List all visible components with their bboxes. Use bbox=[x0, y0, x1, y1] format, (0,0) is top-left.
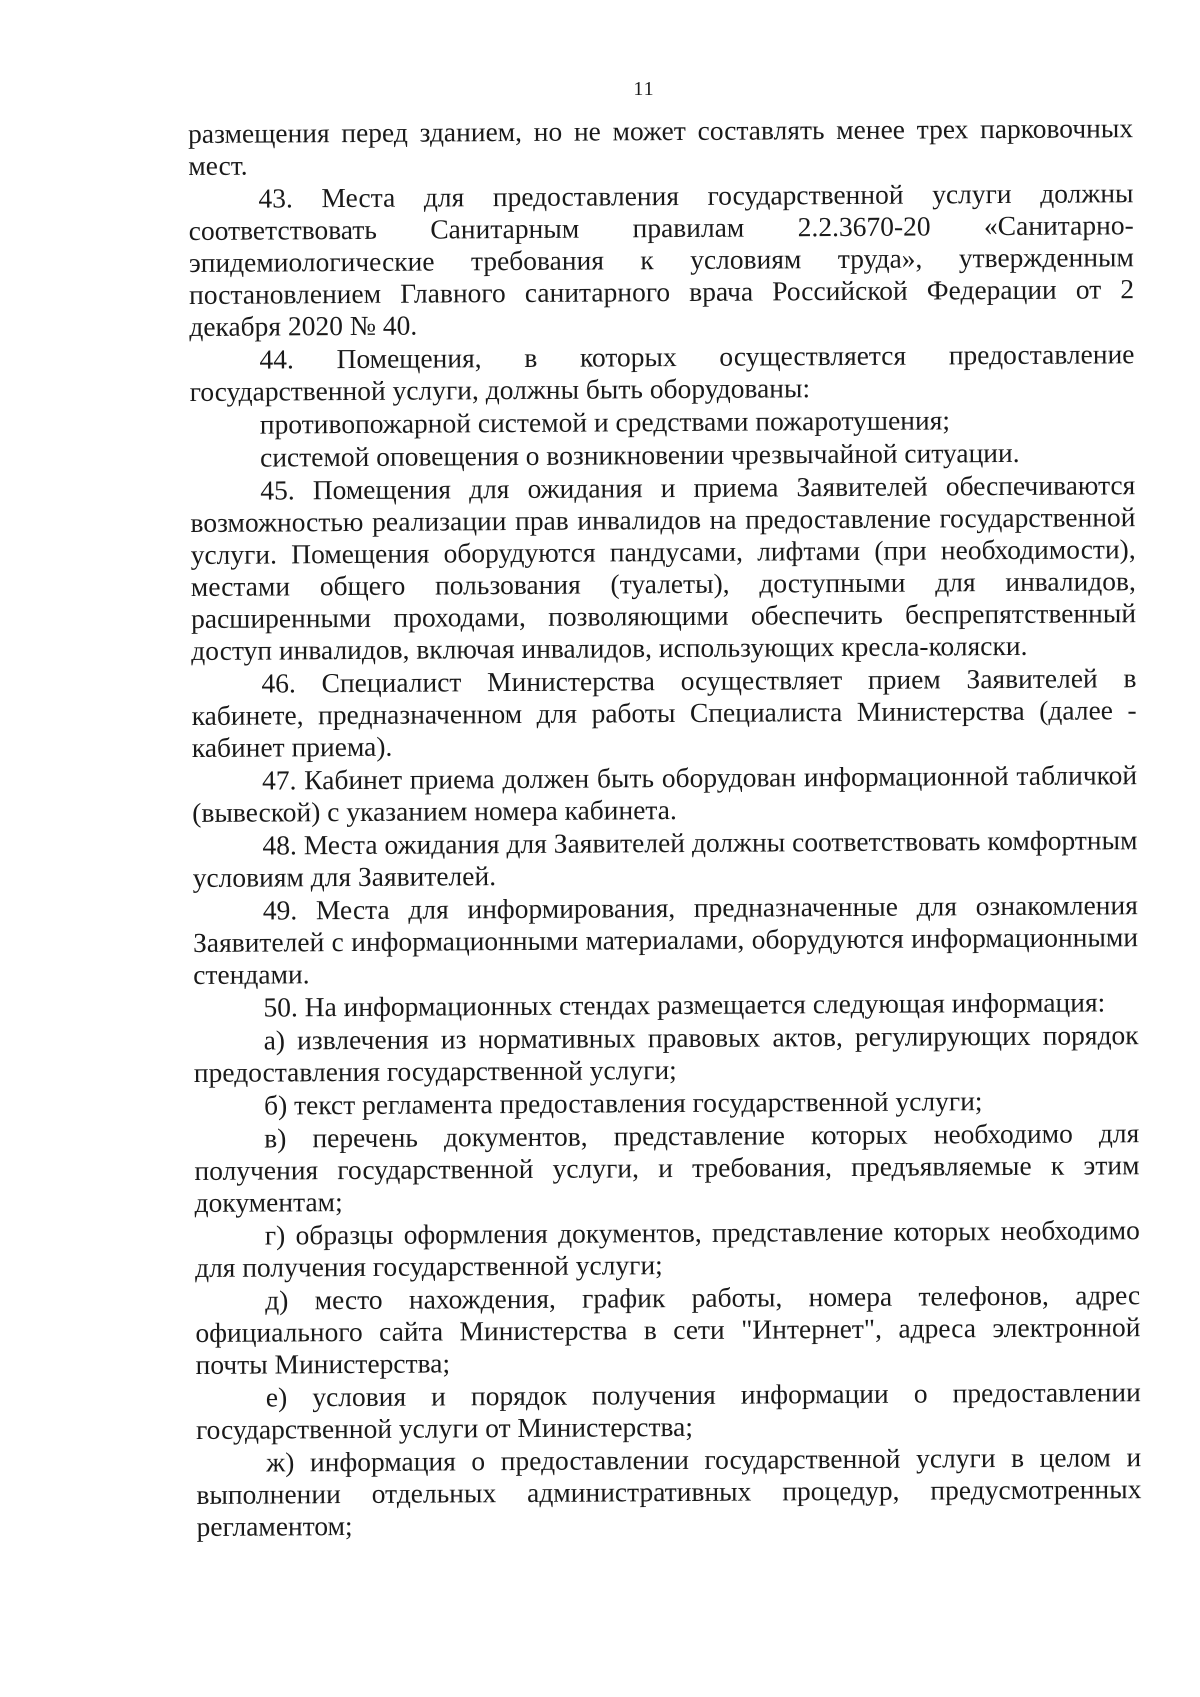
list-item-d: д) место нахождения, график работы, номера телефонов, адрес официального сайта Министерства в сети "Интернет", адреса электронной почты Министерства; bbox=[195, 1279, 1141, 1380]
list-item-v: в) перечень документов, представление которых необходимо для получения государственной услуги, и требования, предъявляемые к этим документам; bbox=[194, 1117, 1140, 1218]
document-body bbox=[188, 112, 1142, 1543]
paragraph-49: 49. Места для информирования, предназначенные для ознакомления Заявителей с информационными материалами, оборудуются информационными стендами. bbox=[192, 889, 1139, 990]
paragraph-48: 48. Места ожидания для Заявителей должны соответствовать комфортным условиям для Заявителей. bbox=[192, 824, 1138, 893]
list-item-zh: ж) информация о предоставлении государственной услуги в целом и выполнении отдельных административных процедур, предусмотренных регламентом; bbox=[196, 1441, 1142, 1542]
paragraph-50: 50. На информационных стендах размещается следующая информация: bbox=[263, 986, 1106, 1023]
list-item-fire-system: противопожарной системой и средствами пожаротушения; bbox=[259, 404, 951, 440]
list-item-e: е) условия и порядок получения информации о предоставлении государственной услуги от Министерства; bbox=[195, 1376, 1141, 1445]
list-item-a: а) извлечения из нормативных правовых актов, регулирующих порядок предоставления государственной услуги; bbox=[193, 1019, 1139, 1088]
paragraph-46: 46. Специалист Министерства осуществляет прием Заявителей в кабинете, предназначенном для работы Специалиста Министерства (далее - кабинет приема). bbox=[191, 662, 1137, 763]
paragraph-45: 45. Помещения для ожидания и приема Заявителей обеспечиваются возможностью реализации прав инвалидов на предоставление государственной услуги. Помещения оборудуются пандусами, лифтами (при необходимости), местами общего пользования (туалеты), доступными для инвалидов, расширенными проходами, позволяющими обеспечить беспрепятственный доступ инвалидов, включая инвалидов, использующих кресла-коляски. bbox=[190, 469, 1137, 666]
paragraph-47: 47. Кабинет приема должен быть оборудован информационной табличкой (вывеской) с указанием номера кабинета. bbox=[192, 759, 1138, 828]
page-number: 11 bbox=[633, 78, 655, 100]
paragraph-43: 43. Места для предоставления государственной услуги должны соответствовать Санитарным правилам 2.2.3670-20 «Санитарно-эпидемиологические требования к условиям труда», утвержденным постановлением Главного санитарного врача Российской Федерации от 2 декабря 2020 № 40. bbox=[188, 177, 1135, 342]
paragraph-continuation: размещения перед зданием, но не может составлять менее трех парковочных мест. bbox=[188, 112, 1134, 181]
list-item-g: г) образцы оформления документов, представление которых необходимо для получения государственной услуги; bbox=[194, 1214, 1140, 1283]
list-item-alert-system: системой оповещения о возникновении чрезвычайной ситуации. bbox=[259, 436, 1020, 473]
list-item-b: б) текст регламента предоставления государственной услуги; bbox=[263, 1085, 983, 1121]
paragraph-44: 44. Помещения, в которых осуществляется предоставление государственной услуги, должны быть оборудованы: bbox=[189, 338, 1135, 407]
